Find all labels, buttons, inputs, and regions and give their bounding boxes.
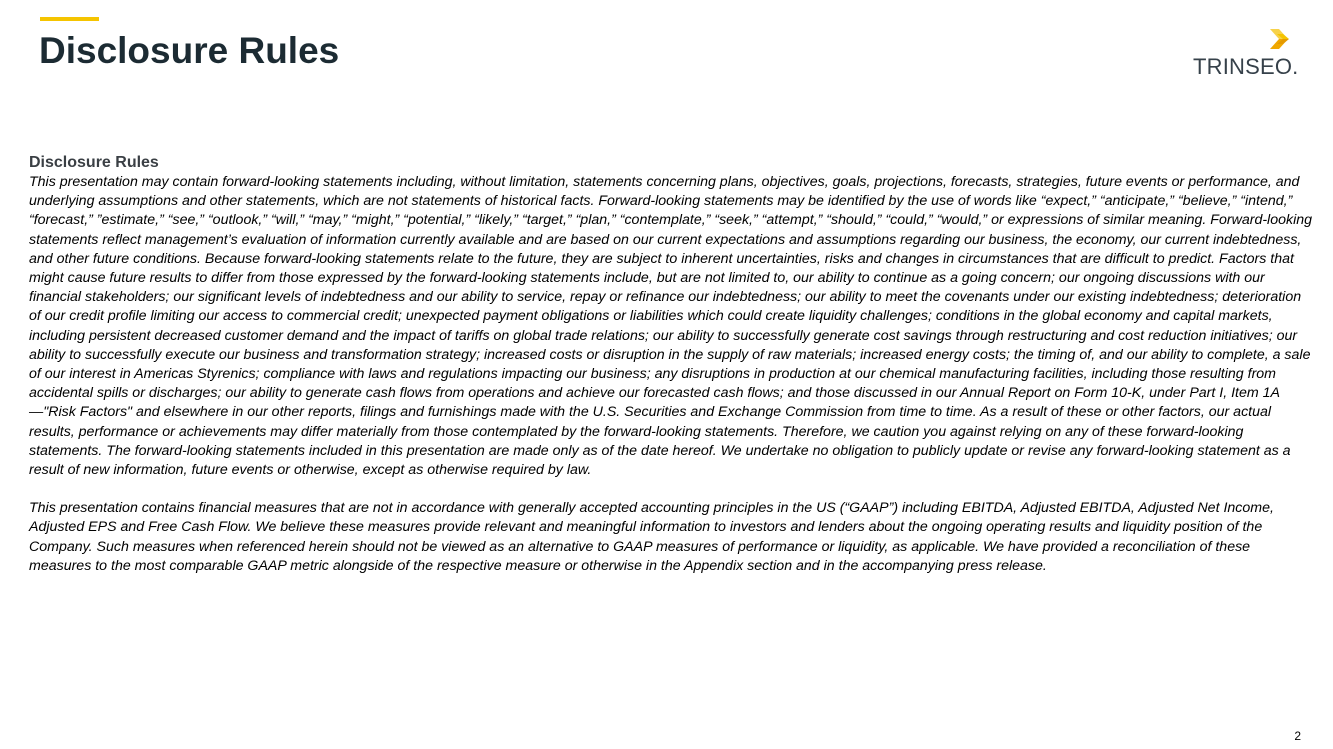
disclosure-content xyxy=(29,153,1316,576)
title-accent-bar xyxy=(40,17,99,21)
page-number: 2 xyxy=(1294,729,1301,743)
section-heading: Disclosure Rules xyxy=(29,154,159,171)
non-gaap-measures-paragraph: This presentation contains financial measures that are not in accordance with generally accepted accounting principles in the US (“GAAP”) including EBITDA, Adjusted EBITDA, Adjusted Net Income, Adjusted EPS and Free Cash Flow. We believe these measures provide relevant and meaningful information to investors and lenders about the ongoing operating results and liquidity position of the Company. Such measures when referenced herein should not be viewed as an alternative to GAAP measures of performance or liquidity, as applicable. We have provided a reconciliation of these measures to the most comparable GAAP metric alongside of the respective measure or otherwise in the Appendix section and in the accompanying press release. xyxy=(29,500,1274,574)
trinseo-logo xyxy=(1190,24,1302,82)
forward-looking-statements-paragraph: This presentation may contain forward-looking statements including, without limitation, statements concerning plans, objectives, goals, projections, forecasts, strategies, future events or performance, and underlying assumptions and other statements, which are not statements of historical facts. Forward-looking statements may be identified by the use of words like “expect,” “anticipate,” “believe,” “intend,” “forecast,” ”estimate,” “see,” “outlook,” “will,” “may,” “might,” “potential,” “likely,” “target,” “plan,” “contemplate,” “seek,” “attempt,” “should,” “could,” “would,” or expressions of similar meaning. Forward-looking statements reflect management’s evaluation of information currently available and are based on our current expectations and assumptions regarding our business, the economy, our current indebtedness, and other future conditions. Because forward-looking statements relate to the future, they are subject to inherent uncertainties, risks and changes in circumstances that are difficult to predict. Factors that might cause future results to differ from those expressed by the forward-looking statements include, but are not limited to, our ability to continue as a going concern; our ongoing discussions with our financial stakeholders; our significant levels of indebtedness and our ability to service, repay or refinance our indebtedness; our ability to meet the covenants under our existing indebtedness; deterioration of our credit profile limiting our access to commercial credit; unexpected payment obligations or liabilities which could create liquidity challenges; conditions in the global economy and capital markets, including persistent decreased customer demand and the impact of tariffs on global trade relations; our ability to successfully generate cost savings through restructuring and cost reduction initiatives; our ability to successfully execute our business and transformation strategy; increased costs or disruption in the supply of raw materials; increased energy costs; the timing of, and our ability to complete, a sale of our interest in Americas Styrenics; compliance with laws and regulations impacting our business; any disruptions in production at our chemical manufacturing facilities, including those resulting from accidental spills or discharges; our ability to generate cash flows from operations and achieve our forecasted cash flows; and those discussed in our Annual Report on Form 10-K, under Part I, Item 1A —"Risk Factors" and elsewhere in our other reports, filings and furnishings made with the U.S. Securities and Exchange Commission from time to time. As a result of these or other factors, our actual results, performance or achievements may differ materially from those contemplated by the forward-looking statements. Therefore, we caution you against relying on any of these forward-looking statements. The forward-looking statements included in this presentation are made only as of the date hereof. We undertake no obligation to publicly update or revise any forward-looking statement as a result of new information, future events or otherwise, except as otherwise required by law. xyxy=(29,174,1313,479)
trinseo-chevron-logo-icon xyxy=(1268,28,1292,50)
slide-title: Disclosure Rules xyxy=(39,30,340,71)
logo-wordmark: TRINSEO. xyxy=(1193,54,1299,79)
